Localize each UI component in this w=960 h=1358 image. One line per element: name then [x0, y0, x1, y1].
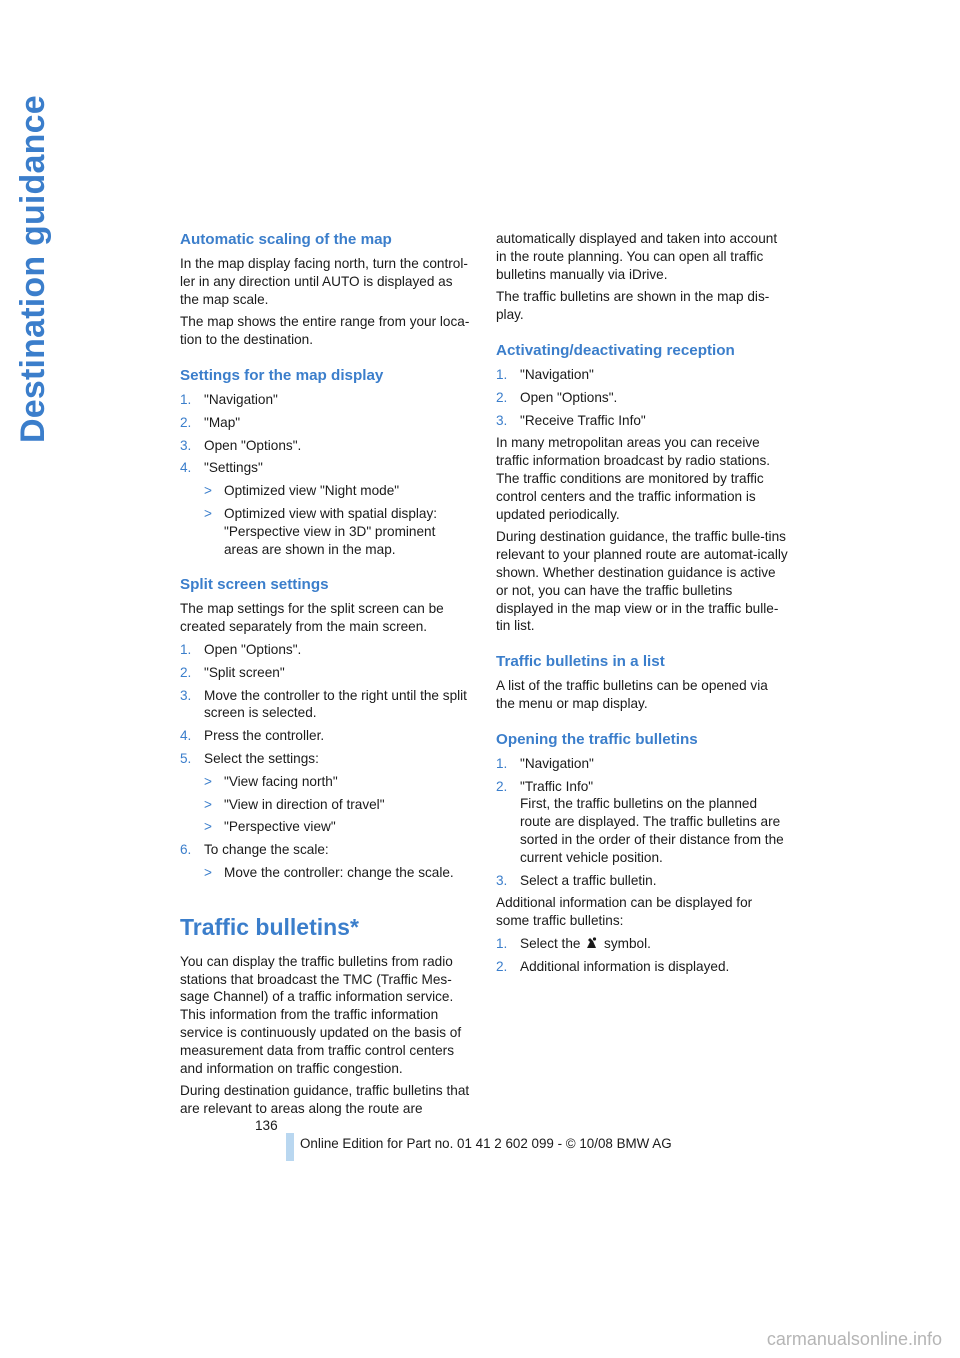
footer-copyright: Online Edition for Part no. 01 41 2 602 099 - © 10/08 BMW AG: [300, 1136, 672, 1151]
list-item: 4. "Settings": [180, 460, 263, 476]
list-item: 1. "Navigation": [496, 366, 594, 382]
paragraph: The map settings for the split screen can be created separately from the main screen.: [180, 601, 444, 635]
list-item: 2. Open "Options".: [496, 389, 618, 405]
paragraph: During destination guidance, the traffic bulle-tins relevant to your planned route are automat-ically shown. Whether destination guidance is active or not, you can have the traffic bulletins displayed in the map view or in the traffic bulle-tin list.: [496, 529, 788, 634]
list-item: 1. "Navigation": [496, 755, 594, 771]
bullet-item: > "View facing north": [204, 773, 338, 789]
watermark: carmanualsonline.info: [766, 1329, 942, 1349]
chapter-title: Destination guidance: [14, 95, 52, 443]
footer-bar: [286, 1133, 294, 1161]
left-column: [180, 230, 472, 1123]
heading-automatic-scaling: Automatic scaling of the map: [180, 231, 392, 248]
paragraph: automatically displayed and taken into account in the route planning. You can open all traffic bulletins manually via iDrive.: [496, 231, 778, 282]
heading-activating-reception: Activating/deactivating reception: [496, 341, 735, 359]
paragraph: A list of the traffic bulletins can be opened via the menu or map display.: [496, 678, 768, 711]
paragraph: You can display the traffic bulletins from radio stations that broadcast the TMC (Traffic Mes-sage Channel) of a traffic information service. This information from the traffic information service is continuously updated on the basis of measurement data from traffic control centers and information on traffic congestion.: [180, 953, 462, 1076]
list-item: 3. "Receive Traffic Info": [496, 412, 646, 428]
right-column: [496, 230, 788, 981]
list-item: 2. Additional information is displayed.: [496, 958, 730, 974]
list-item: 2. "Map": [180, 414, 241, 430]
heading-opening-bulletins: Opening the traffic bulletins: [496, 730, 698, 748]
list-item: 1. Open "Options".: [180, 641, 302, 657]
paragraph: The map shows the entire range from your loca-tion to the destination.: [180, 314, 470, 348]
paragraph: During destination guidance, traffic bulletins that are relevant to areas along the route are: [180, 1083, 470, 1117]
list-item: 2. "Traffic Info" First, the traffic bulletins on the planned route are displayed. The traffic bulletins are sorted in the order of their distance from the current vehicle position.: [496, 778, 784, 865]
bullet-item: > "View in direction of travel": [204, 796, 385, 812]
list-item: 2. "Split screen": [180, 664, 285, 680]
paragraph: In the map display facing north, turn the control-ler in any direction until AUTO is displayed as the map scale.: [180, 256, 468, 307]
list-item: 5. Select the settings:: [180, 750, 319, 766]
chapter-side-tab: [14, 95, 54, 1095]
bullet-item: > "Perspective view": [204, 819, 336, 835]
heading-bulletins-list: Traffic bulletins in a list: [496, 653, 665, 671]
list-item: 3. Select a traffic bulletin.: [496, 872, 657, 888]
paragraph: Additional information can be displayed for some traffic bulletins:: [496, 895, 753, 929]
list-item: 1. "Navigation": [180, 391, 278, 407]
bullet-item: > Optimized view "Night mode": [204, 483, 400, 499]
traffic-info-icon: [584, 936, 600, 950]
heading-traffic-bulletins: Traffic bulletins*: [180, 913, 359, 940]
list-item: 4. Press the controller.: [180, 728, 325, 744]
paragraph: In many metropolitan areas you can receive traffic information broadcast by radio stations. The traffic conditions are monitored by traffic control centers and the traffic information is updated periodically.: [496, 435, 771, 522]
list-item: 3. Move the controller to the right until the split screen is selected.: [180, 687, 467, 721]
bullet-item: > Optimized view with spatial display: "Perspective view in 3D" prominent areas are shown in the map.: [204, 505, 438, 557]
heading-settings-map-display: Settings for the map display: [180, 366, 384, 384]
page-number: 136: [255, 1118, 278, 1133]
list-item: 6. To change the scale:: [180, 842, 329, 858]
paragraph: The traffic bulletins are shown in the map dis-play.: [496, 289, 770, 323]
bullet-item: > Move the controller: change the scale.: [204, 864, 454, 880]
heading-split-screen: Split screen settings: [180, 576, 329, 594]
list-item: 3. Open "Options".: [180, 437, 302, 453]
list-item: 1. Select the symbol.: [496, 935, 651, 951]
